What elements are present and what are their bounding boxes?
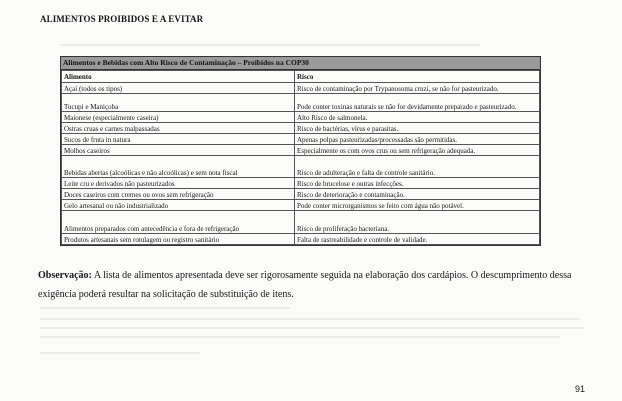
food-cell: Doces caseiros com cremes ou ovos sem refrigeração bbox=[62, 189, 295, 200]
table-row bbox=[62, 178, 540, 189]
table-row bbox=[62, 123, 540, 134]
table-row bbox=[62, 189, 540, 200]
risk-cell: Pode conter toxinas naturais se não for devidamente preparado e pasteurizado. bbox=[295, 94, 540, 112]
risk-cell: Especialmente os com ovos crus ou sem refrigeração adequada. bbox=[295, 145, 540, 156]
food-cell: Sucos de fruta in natura bbox=[62, 134, 295, 145]
observation-text: A lista de alimentos apresentada deve ser rigorosamente seguida na elaboração dos cardápios. O descumprimento dessa exigência poderá resultar na solicitação de substituição de itens. bbox=[38, 270, 572, 300]
food-cell: Alimentos preparados com antecedência e fora de refrigeração bbox=[62, 211, 295, 234]
food-cell: Açaí (todos os tipos) bbox=[62, 83, 295, 94]
table-row bbox=[62, 200, 540, 211]
risk-cell: Risco de brucelose e outras infecções. bbox=[295, 178, 540, 189]
table-header-row bbox=[62, 71, 540, 83]
food-risk-table bbox=[61, 70, 540, 245]
food-cell: Leite cru e derivados não pasteurizados bbox=[62, 178, 295, 189]
table-row bbox=[62, 83, 540, 94]
risk-cell: Risco de adulteração e falta de controle sanitário. bbox=[295, 156, 540, 178]
observation-label: Observação: bbox=[38, 270, 92, 281]
risk-cell: Risco de deterioração e contaminação. bbox=[295, 189, 540, 200]
table-row bbox=[62, 145, 540, 156]
column-header-risk: Risco bbox=[295, 71, 540, 83]
table-row bbox=[62, 94, 540, 112]
risk-cell: Alto Risco de salmonela. bbox=[295, 112, 540, 123]
table-row bbox=[62, 156, 540, 178]
food-cell: Produtos artesanais sem rotulagem ou registro sanitário bbox=[62, 234, 295, 245]
food-cell: Tucupi e Maniçoba bbox=[62, 94, 295, 112]
page-heading: ALIMENTOS PROIBIDOS E A EVITAR bbox=[40, 14, 204, 24]
observation-note bbox=[38, 266, 593, 304]
food-cell: Molhos caseiros bbox=[62, 145, 295, 156]
risk-cell: Falta de rastreabilidade e controle de validade. bbox=[295, 234, 540, 245]
table-row bbox=[62, 211, 540, 234]
risk-cell: Apenas polpas pasteurizadas/processadas são permitidas. bbox=[295, 134, 540, 145]
table-row bbox=[62, 134, 540, 145]
page-number: 91 bbox=[575, 384, 586, 394]
table-row bbox=[62, 234, 540, 245]
risk-cell: Risco de contaminação por Trypanosoma cruzi, se não for pasteurizado. bbox=[295, 83, 540, 94]
risk-cell: Pode conter microrganismos se feito com água não potável. bbox=[295, 200, 540, 211]
column-header-food: Alimento bbox=[62, 71, 295, 83]
risk-cell: Risco de bactérias, vírus e parasitas. bbox=[295, 123, 540, 134]
food-cell: Ostras cruas e carnes malpassadas bbox=[62, 123, 295, 134]
food-cell: Maionese (especialmente caseira) bbox=[62, 112, 295, 123]
risk-cell: Risco de proliferação bacteriana. bbox=[295, 211, 540, 234]
table-title: Alimentos e Bebidas com Alto Risco de Contaminação – Proibidos na COP30 bbox=[61, 57, 540, 70]
contamination-risk-table bbox=[60, 56, 541, 246]
food-cell: Bebidas abertas (alcoólicas e não alcoólicas) e sem nota fiscal bbox=[62, 156, 295, 178]
food-cell: Gelo artesanal ou não industrializado bbox=[62, 200, 295, 211]
table-row bbox=[62, 112, 540, 123]
